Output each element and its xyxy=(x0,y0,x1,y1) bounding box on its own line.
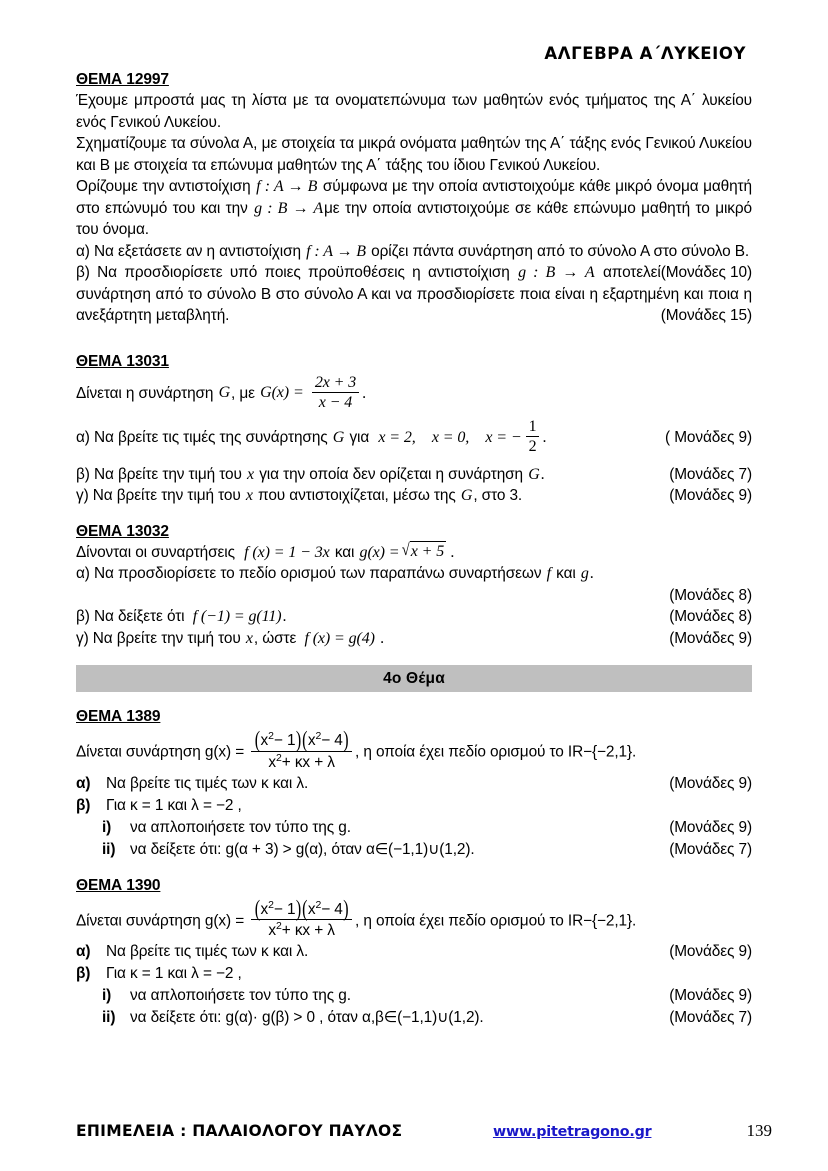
num-exponent-1: 2 xyxy=(268,731,274,743)
num-x-2: x xyxy=(307,732,316,750)
beta-text-2: για την οποία δεν ορίζεται η συνάρτηση xyxy=(259,465,524,483)
num-term-1: − 1 xyxy=(273,900,296,918)
gamma-text-1: γ) Να βρείτε την τιμή του xyxy=(76,629,241,647)
alpha-units-badge: (Μονάδες 10) xyxy=(660,264,752,281)
lead-period: . xyxy=(450,543,455,561)
half-denominator: 2 xyxy=(526,436,540,455)
num-exponent-2: 2 xyxy=(315,731,322,743)
den-terms: + κx + λ xyxy=(281,922,335,940)
fraction-one-half xyxy=(526,418,540,456)
paren-close-2-icon: ) xyxy=(343,728,349,753)
beta-equation: f (−1) = g(11) xyxy=(192,608,282,626)
gamma-text-2: , ώστε xyxy=(253,629,297,647)
beta-function-G: G xyxy=(528,465,540,483)
paren-open-1-icon: ( xyxy=(254,896,261,922)
thema-13032-title: ΘΕΜΑ 13032 xyxy=(76,522,169,540)
alpha-text-1: Να εξετάσετε αν η αντιστοίχιση xyxy=(94,242,301,260)
alpha-period: . xyxy=(542,428,547,446)
thema-1389-lead xyxy=(76,728,752,773)
document-header-title: ΑΛΓΕΒΡΑ Α΄ΛΥΚΕΙΟΥ xyxy=(544,44,746,63)
thema-13032-alpha-units-row xyxy=(76,585,752,607)
thema-12997-part-beta xyxy=(76,262,752,327)
thema-13032-part-alpha xyxy=(76,563,752,585)
beta-function-g: g : B → A xyxy=(518,264,595,281)
num-term-2: − 4 xyxy=(321,900,343,918)
beta-marker: β) xyxy=(76,965,91,983)
alpha-units-badge: ( Μονάδες 9) xyxy=(665,428,752,446)
square-root-expression xyxy=(401,541,447,561)
gamma-text-2: που αντιστοιχίζεται, μέσω της xyxy=(258,487,456,505)
thema-1390-title: ΘΕΜΑ 1390 xyxy=(76,876,161,894)
num-term-2: − 4 xyxy=(321,732,343,750)
fraction-numerator xyxy=(251,896,352,922)
paren-open-2-icon: ( xyxy=(302,728,308,753)
gamma-units-badge: (Μονάδες 9) xyxy=(669,629,752,647)
thema-1390-part-alpha xyxy=(76,941,752,963)
alpha-value-1: x = 2, xyxy=(378,428,416,446)
section-thema-12997 xyxy=(76,71,752,327)
alpha-text-1: α) Να βρείτε τις τιμές της συνάρτησης xyxy=(76,428,328,446)
intro-p3-text-c: με την οποία αντιστοιχούμε σε κάθε επώνυμο μαθητή το μικρό του όνομα. xyxy=(76,199,752,238)
footer-page-number: 139 xyxy=(746,1121,772,1140)
lead-text-a: Δίνεται συνάρτηση g(x) = xyxy=(76,911,245,929)
alpha-value-2: x = 0, xyxy=(431,428,470,446)
beta-text: Για κ = 1 και λ = −2 , xyxy=(106,965,242,983)
beta-text: Για κ = 1 και λ = −2 , xyxy=(106,796,242,814)
function-g-to-a: g : B → A xyxy=(254,199,323,217)
thema-1390-subpart-ii xyxy=(76,1007,752,1029)
function-g-definition: g(x) = xyxy=(359,543,400,561)
num-exponent-1: 2 xyxy=(268,899,274,911)
thema-1389-title: ΘΕΜΑ 1389 xyxy=(76,708,161,726)
subpart-ii-text: να δείξετε ότι: g(α + 3) > g(α), όταν α∈(−1,1)∪(1,2). xyxy=(130,840,475,858)
gamma-variable-x: x xyxy=(245,487,253,505)
thema-1390-lead xyxy=(76,896,752,942)
thema-13031-part-beta xyxy=(76,464,752,486)
alpha-units-badge: (Μονάδες 8) xyxy=(669,586,752,604)
alpha-text-2: ορίζει πάντα συνάρτηση από το σύνολο Α στο σύνολο Β. xyxy=(371,242,750,260)
thema-13031-part-alpha xyxy=(76,419,752,457)
fraction-numerator xyxy=(251,728,352,753)
thema-1389-subpart-ii xyxy=(76,839,752,861)
section-banner-4o-thema: 4ο Θέμα xyxy=(76,665,752,692)
paren-close-1-icon: ) xyxy=(295,896,302,922)
lead-conjunction: και xyxy=(334,543,355,561)
gamma-equation: f (x) = g(4) xyxy=(304,629,375,647)
intro-p3-text-b: σύμφωνα με την οποία αντιστοιχούμε κάθε μικρό όνομα μαθητή στο επώνυμό του και την xyxy=(76,178,752,217)
den-terms: + κx + λ xyxy=(281,753,335,771)
beta-text-1: β) Να δείξετε ότι xyxy=(76,608,185,626)
gamma-text-3: , στο 3. xyxy=(473,487,523,505)
beta-marker: β) xyxy=(76,796,91,814)
thema-1390-part-beta xyxy=(76,963,752,985)
subpart-ii-units-badge: (Μονάδες 7) xyxy=(669,1009,752,1027)
section-thema-13031 xyxy=(76,353,752,507)
alpha-marker: α) xyxy=(76,774,91,792)
thema-13032-part-beta xyxy=(76,606,752,628)
subpart-i-units-badge: (Μονάδες 9) xyxy=(669,818,752,836)
beta-period: . xyxy=(540,465,545,483)
num-x-1: x xyxy=(260,900,269,918)
function-f-definition: f (x) = 1 − 3x xyxy=(244,543,330,561)
alpha-units-badge: (Μονάδες 9) xyxy=(669,774,752,792)
alpha-conjunction: και xyxy=(556,565,576,583)
fraction-g-definition xyxy=(251,896,352,941)
gamma-text-1: γ) Να βρείτε την τιμή του xyxy=(76,487,241,505)
subpart-ii-marker: ii) xyxy=(102,840,116,858)
thema-12997-intro-paragraph-2: Σχηματίζουμε τα σύνολα Α, με στοιχεία τα μικρά ονόματα μαθητών της Α΄ τάξης ενός Γενικού Λυκείου και Β με στοιχεία τα επώνυμα μαθητών της Α΄ τάξης του ίδιου Γενικού Λυκείου. xyxy=(76,135,752,174)
subpart-i-units-badge: (Μονάδες 9) xyxy=(669,987,752,1005)
thema-13031-lead xyxy=(76,375,752,413)
thema-13031-part-gamma xyxy=(76,485,752,507)
den-x: x xyxy=(268,753,277,771)
section-thema-13032 xyxy=(76,523,752,650)
thema-1389-subpart-i xyxy=(76,817,752,839)
alpha-function-G: G xyxy=(332,428,345,446)
subpart-i-marker: i) xyxy=(102,818,112,836)
num-term-1: − 1 xyxy=(273,732,296,750)
thema-13032-lead xyxy=(76,542,752,564)
paren-close-1-icon: ) xyxy=(295,728,302,753)
fraction-denominator xyxy=(251,919,352,940)
subpart-i-marker: i) xyxy=(102,987,112,1005)
num-x-1: x xyxy=(260,732,269,750)
fraction-denominator: x − 4 xyxy=(312,392,359,411)
lead-text-a: Δίνονται οι συναρτήσεις xyxy=(76,543,235,561)
function-G-of-x: G(x) = xyxy=(260,384,304,402)
radical-sign-icon: √ xyxy=(401,540,410,560)
alpha-marker: α) xyxy=(76,943,91,961)
gamma-period: . xyxy=(380,629,385,647)
paren-open-2-icon: ( xyxy=(302,896,308,922)
thema-1390-subpart-i xyxy=(76,985,752,1007)
beta-units-badge: (Μονάδες 8) xyxy=(669,608,752,626)
num-x-2: x xyxy=(307,900,316,918)
beta-text-1: β) Να βρείτε την τιμή του xyxy=(76,465,242,483)
gamma-units-badge: (Μονάδες 9) xyxy=(669,487,752,505)
fraction-G-definition xyxy=(312,374,359,412)
lead-text-a: Δίνεται συνάρτηση g(x) = xyxy=(76,743,245,761)
lead-text-b: , με xyxy=(231,384,255,402)
num-exponent-2: 2 xyxy=(315,899,322,911)
gamma-variable-x: x xyxy=(245,629,253,647)
alpha-text: Να βρείτε τις τιμές των κ και λ. xyxy=(106,774,309,792)
alpha-units-badge: (Μονάδες 9) xyxy=(669,943,752,961)
alpha-value-3: x = − xyxy=(485,428,522,446)
section-thema-1389 xyxy=(76,708,752,861)
thema-12997-intro-paragraph-1: Έχουμε μπροστά μας τη λίστα με τα ονοματεπώνυμα των μαθητών ενός τμήματος της Α΄ λυκείου ενός Γενικού Λυκείου. xyxy=(76,92,752,131)
beta-period: . xyxy=(282,608,287,626)
beta-text-1: Να προσδιορίσετε υπό ποιες προϋποθέσεις η αντιστοίχιση xyxy=(97,264,510,281)
fraction-denominator xyxy=(251,751,352,772)
gamma-function-G: G xyxy=(460,487,473,505)
footer-website-link[interactable]: www.pitetragono.gr xyxy=(492,1124,652,1140)
den-exponent: 2 xyxy=(276,752,282,764)
subpart-ii-marker: ii) xyxy=(102,1009,116,1027)
subpart-ii-units-badge: (Μονάδες 7) xyxy=(669,840,752,858)
alpha-function-g: g xyxy=(580,565,589,583)
thema-12997-intro-paragraph-3 xyxy=(76,176,752,241)
thema-13032-part-gamma xyxy=(76,628,752,650)
subpart-i-text: να απλοποιήσετε τον τύπο της g. xyxy=(130,818,351,836)
beta-text-2: αποτελεί συνάρτηση από το σύνολο Β στο σύνολο Α και να προσδιορίσετε ποια είναι η εξαρτημένη και ποια η ανεξάρτητη μεταβλητή. xyxy=(76,264,752,324)
thema-1389-part-beta xyxy=(76,795,752,817)
beta-marker: β) xyxy=(76,264,90,281)
thema-1389-part-alpha xyxy=(76,773,752,795)
paren-open-1-icon: ( xyxy=(254,728,261,753)
den-x: x xyxy=(268,922,277,940)
alpha-function-f: f : A → B xyxy=(306,242,366,260)
page-footer xyxy=(76,1121,772,1141)
den-exponent: 2 xyxy=(276,921,282,933)
half-numerator: 1 xyxy=(528,418,537,436)
lead-text-b: , η οποία έχει πεδίο ορισμού το IR−{−2,1}. xyxy=(354,743,637,761)
alpha-function-f: f xyxy=(546,565,551,583)
radicand: x + 5 xyxy=(410,543,445,561)
thema-13031-title: ΘΕΜΑ 13031 xyxy=(76,352,169,370)
subpart-i-text: να απλοποιήσετε τον τύπο της g. xyxy=(130,987,351,1005)
fraction-g-definition xyxy=(251,728,352,772)
alpha-text-2: για xyxy=(349,428,370,446)
intro-p3-text-a: Ορίζουμε την αντιστοίχιση xyxy=(76,178,251,195)
beta-variable-x: x xyxy=(247,465,255,483)
thema-12997-title: ΘΕΜΑ 12997 xyxy=(76,71,169,88)
subpart-ii-text: να δείξετε ότι: g(α)· g(β) > 0 , όταν α,β∈(−1,1)∪(1,2). xyxy=(130,1009,484,1027)
lead-text-b: , η οποία έχει πεδίο ορισμού το IR−{−2,1}. xyxy=(354,911,637,929)
lead-period: . xyxy=(362,384,367,402)
section-thema-1390 xyxy=(76,877,752,1030)
fraction-numerator: 2x + 3 xyxy=(314,373,357,391)
lead-text-a: Δίνεται η συνάρτηση xyxy=(76,384,214,402)
function-f-to-b: f : A → B xyxy=(256,178,318,195)
beta-units-badge: (Μονάδες 15) xyxy=(660,307,752,324)
beta-units-badge: (Μονάδες 7) xyxy=(669,465,752,483)
alpha-marker: α) xyxy=(76,242,90,260)
function-G-symbol: G xyxy=(218,384,231,402)
footer-author: ΕΠΙΜΕΛΕΙΑ : ΠΑΛΑΙΟΛΟΓΟΥ ΠΑΥΛΟΣ xyxy=(76,1122,403,1140)
alpha-period: . xyxy=(589,565,594,583)
paren-close-2-icon: ) xyxy=(343,896,349,922)
alpha-text: Να βρείτε τις τιμές των κ και λ. xyxy=(106,943,309,961)
alpha-text-1: α) Να προσδιορίσετε το πεδίο ορισμού των παραπάνω συναρτήσεων xyxy=(76,565,542,583)
